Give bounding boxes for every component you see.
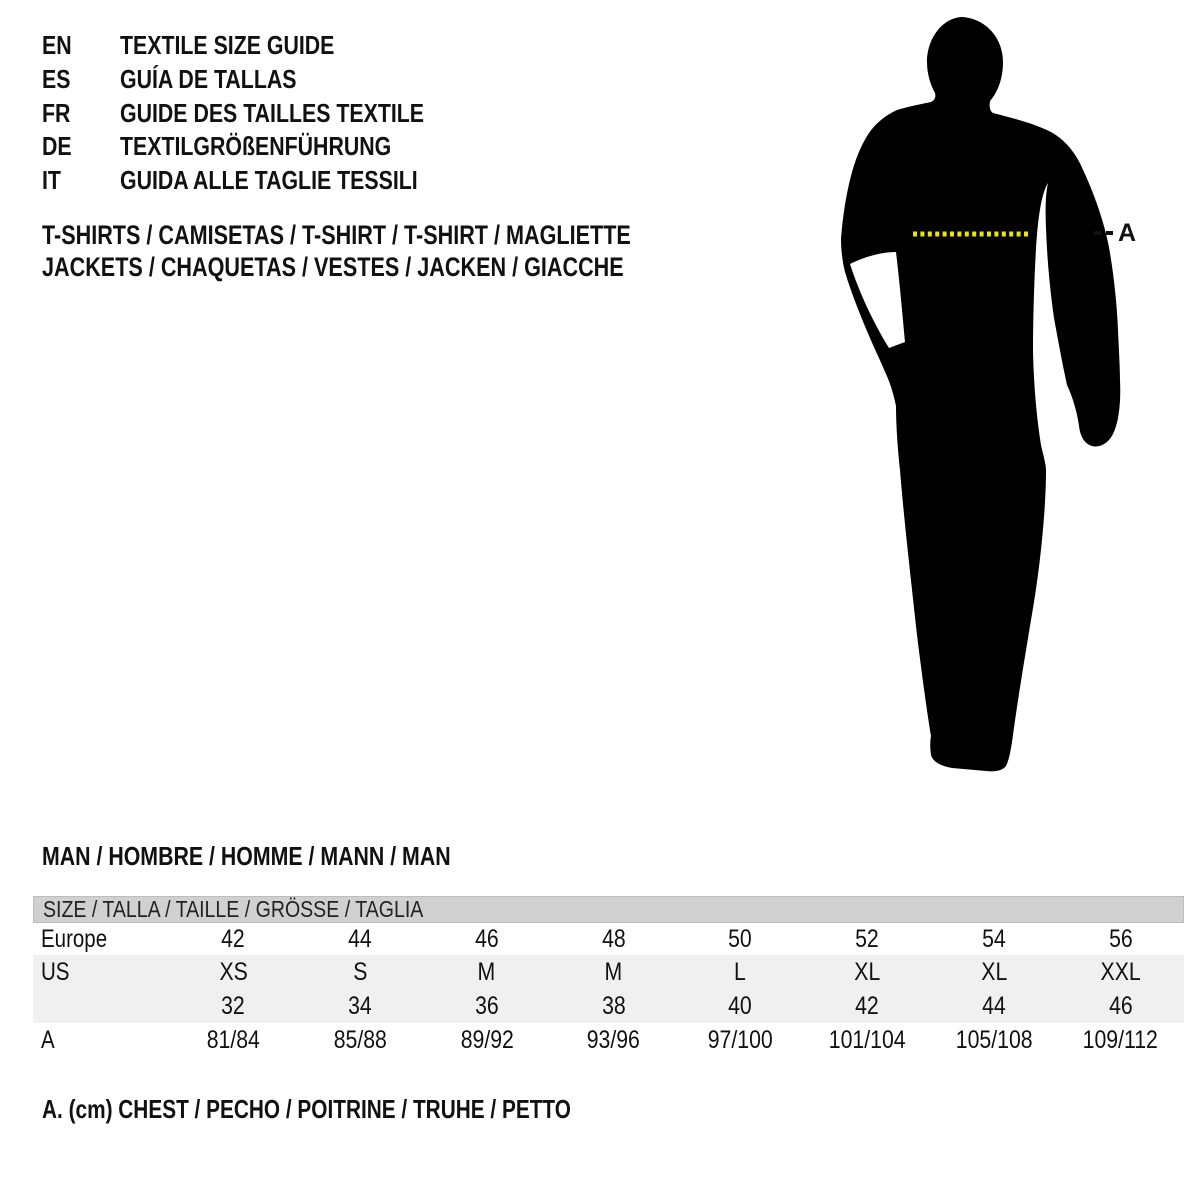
size-value: XL <box>980 957 1007 986</box>
table-row-numeric <box>33 989 1184 1023</box>
size-value: M <box>604 957 623 986</box>
size-value: 54 <box>982 924 1006 953</box>
row-label <box>33 955 170 989</box>
size-value: 38 <box>601 991 626 1020</box>
language-label: TEXTILE SIZE GUIDE <box>120 30 335 61</box>
measure-a-label: A <box>1118 219 1137 247</box>
language-code-text: ES <box>42 64 71 95</box>
size-value: S <box>353 957 368 986</box>
row-label <box>33 1023 170 1057</box>
table-row-europe <box>33 923 1184 955</box>
size-cell <box>550 923 677 955</box>
language-code-text: EN <box>42 30 72 61</box>
size-cell <box>1057 923 1184 955</box>
product-line-tshirts <box>42 219 778 252</box>
language-row <box>42 130 491 164</box>
size-value: XXL <box>1100 957 1141 986</box>
size-cell <box>931 923 1058 955</box>
size-value: 89/92 <box>460 1025 514 1054</box>
language-code-text: IT <box>42 165 61 196</box>
size-value: 85/88 <box>333 1025 387 1054</box>
language-row <box>42 63 491 97</box>
size-value: 32 <box>221 991 246 1020</box>
size-cell <box>677 955 804 989</box>
size-value: XS <box>219 957 248 986</box>
size-value: 93/96 <box>587 1025 641 1054</box>
size-cell <box>931 1023 1058 1057</box>
size-cell <box>550 955 677 989</box>
product-line-text: T-SHIRTS / CAMISETAS / T-SHIRT / T-SHIRT / MAGLIETTE <box>42 219 631 250</box>
size-cell <box>170 955 297 989</box>
language-label: GUÍA DE TALLAS <box>120 64 297 95</box>
size-value: 50 <box>728 924 753 953</box>
size-value: 44 <box>348 924 372 953</box>
product-types-block <box>42 219 778 284</box>
size-value: 48 <box>601 924 626 953</box>
size-value: 36 <box>475 991 499 1020</box>
size-value: 105/108 <box>955 1025 1033 1054</box>
product-line-jackets <box>42 252 778 285</box>
size-value: 97/100 <box>707 1025 773 1054</box>
size-cell <box>1057 955 1184 989</box>
row-label-text: A <box>41 1025 55 1054</box>
table-row-chest-a <box>33 1023 1184 1057</box>
size-cell <box>804 1023 931 1057</box>
size-cell <box>424 923 551 955</box>
size-table-header-text: SIZE / TALLA / TAILLE / GRÖSSE / TAGLIA <box>43 896 424 922</box>
size-cell <box>931 955 1058 989</box>
size-cell <box>550 989 677 1023</box>
product-line-text: JACKETS / CHAQUETAS / VESTES / JACKEN / GIACCHE <box>42 252 624 283</box>
size-value: 42 <box>855 991 879 1020</box>
row-label-text: US <box>41 957 70 986</box>
size-cell <box>1057 1023 1184 1057</box>
row-label <box>33 923 170 955</box>
language-code <box>42 30 120 61</box>
size-cell <box>931 989 1058 1023</box>
section-heading-man <box>42 841 540 872</box>
language-row <box>42 164 491 198</box>
size-value: 46 <box>1108 991 1133 1020</box>
size-cell <box>424 1023 551 1057</box>
language-code <box>42 98 120 129</box>
size-table <box>33 896 1184 1057</box>
language-guide-block <box>42 29 491 197</box>
row-label-text: Europe <box>41 924 108 953</box>
row-label <box>33 989 170 1023</box>
size-cell <box>550 1023 677 1057</box>
language-label: TEXTILGRÖßENFÜHRUNG <box>120 131 392 162</box>
man-silhouette-figure <box>800 0 1200 800</box>
size-value: 34 <box>348 991 372 1020</box>
measurement-footnote-text: A. (cm) CHEST / PECHO / POITRINE / TRUHE / PETTO <box>42 1094 571 1124</box>
size-value: 42 <box>221 924 246 953</box>
size-value: L <box>734 957 747 986</box>
man-silhouette <box>841 17 1120 771</box>
language-label: GUIDA ALLE TAGLIE TESSILI <box>120 165 418 196</box>
size-cell <box>804 989 931 1023</box>
size-cell <box>297 923 424 955</box>
size-cell <box>297 989 424 1023</box>
man-silhouette-svg <box>800 0 1200 800</box>
size-cell <box>170 989 297 1023</box>
language-code-text: DE <box>42 131 72 162</box>
language-code <box>42 64 120 95</box>
section-heading-text: MAN / HOMBRE / HOMME / MANN / MAN <box>42 841 451 871</box>
language-code-text: FR <box>42 97 71 128</box>
language-row <box>42 29 491 63</box>
size-value: 46 <box>475 924 499 953</box>
language-label: GUIDE DES TAILLES TEXTILE <box>120 97 425 128</box>
size-cell <box>424 955 551 989</box>
size-value: 101/104 <box>828 1025 906 1054</box>
size-cell <box>170 923 297 955</box>
size-cell <box>297 955 424 989</box>
size-cell <box>677 989 804 1023</box>
size-table-header <box>33 896 1184 923</box>
measurement-footnote <box>42 1094 703 1125</box>
size-value: 109/112 <box>1082 1025 1159 1054</box>
size-cell <box>170 1023 297 1057</box>
language-code <box>42 165 120 196</box>
size-cell <box>804 955 931 989</box>
size-value: 81/84 <box>206 1025 260 1054</box>
table-row-us <box>33 955 1184 989</box>
size-cell <box>424 989 551 1023</box>
size-value: XL <box>854 957 881 986</box>
size-value: 52 <box>855 924 879 953</box>
size-cell <box>677 1023 804 1057</box>
size-cell <box>677 923 804 955</box>
size-value: 44 <box>982 991 1006 1020</box>
size-value: 40 <box>728 991 753 1020</box>
size-value: 56 <box>1108 924 1133 953</box>
size-cell <box>1057 989 1184 1023</box>
language-code <box>42 131 120 162</box>
size-cell <box>297 1023 424 1057</box>
size-value: M <box>478 957 496 986</box>
size-cell <box>804 923 931 955</box>
language-row <box>42 96 491 130</box>
